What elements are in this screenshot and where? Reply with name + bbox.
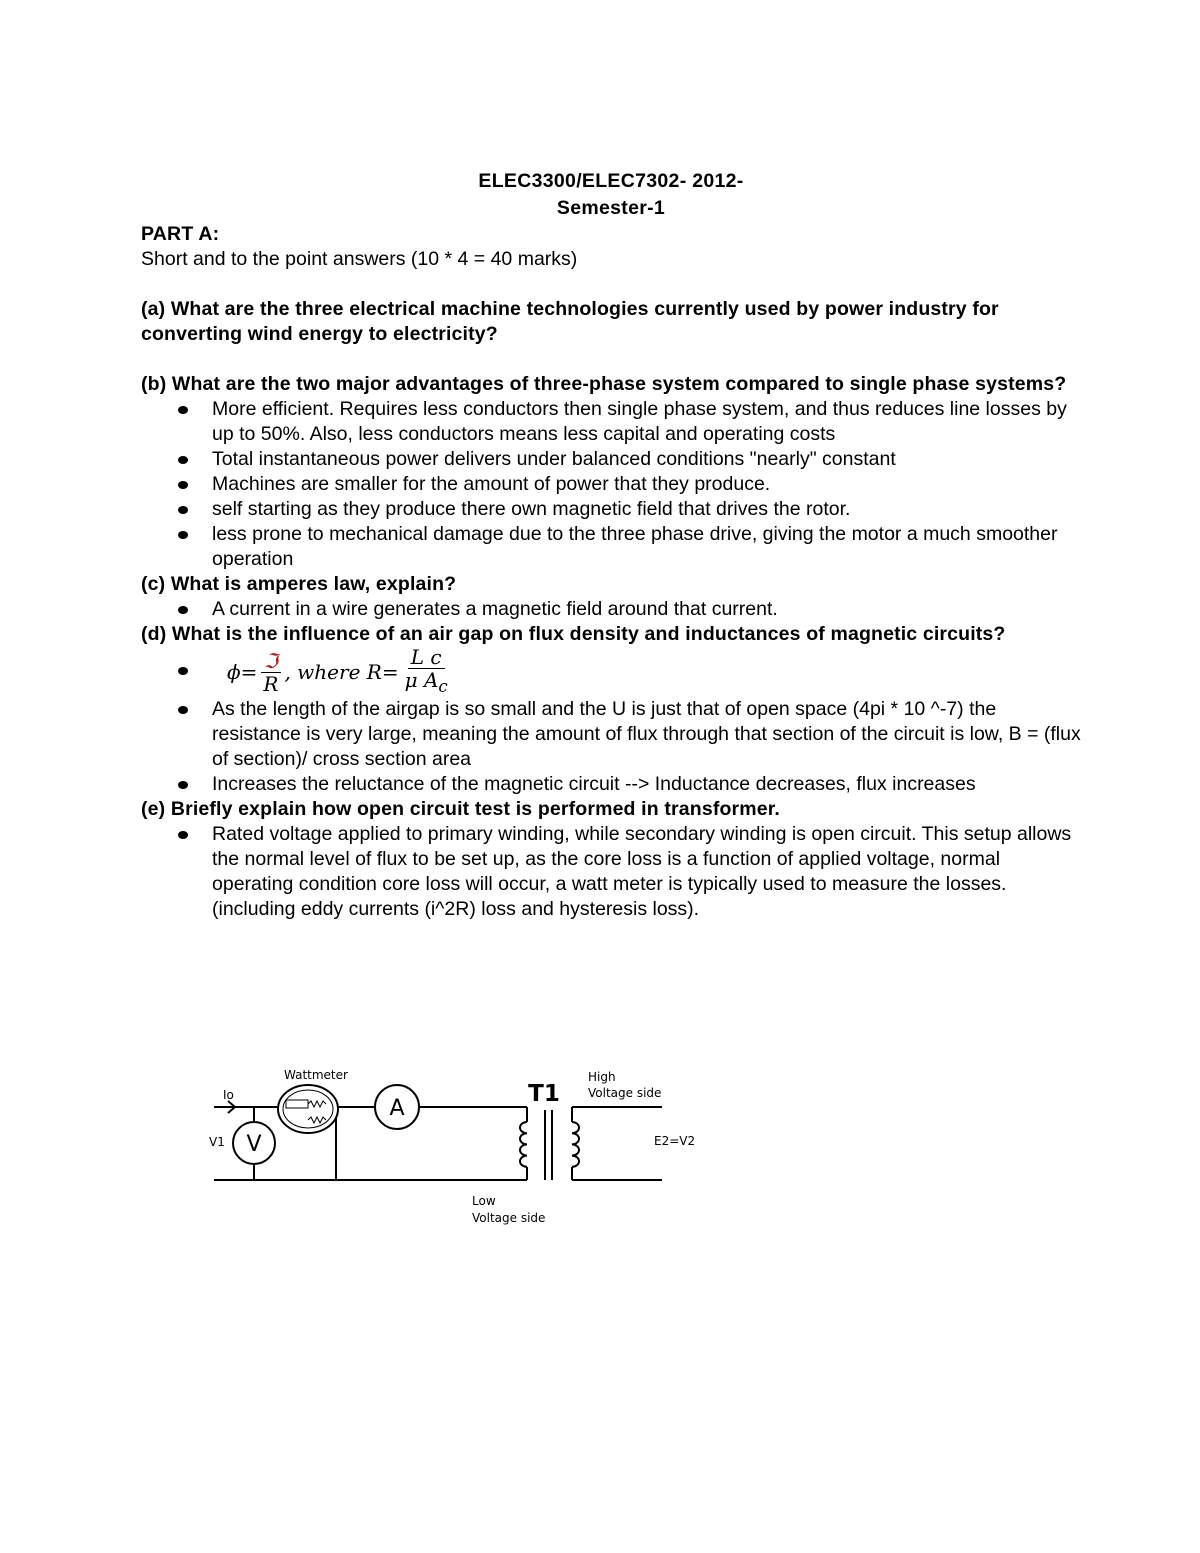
fraction-mmf-over-r: $\frac{\text{ℑ}}{R}$ <box>260 650 281 695</box>
list-item: Machines are smaller for the amount of power that they produce. <box>141 472 1081 497</box>
secondary-coil-icon <box>572 1122 579 1167</box>
voltage-label: V1 <box>209 1135 225 1149</box>
question-e: (e) Briefly explain how open circuit test is performed in transformer. <box>141 798 780 820</box>
question-a: (a) What are the three electrical machine technologies currently used by power industry for converting wind energy to electricity? <box>141 298 999 345</box>
primary-coil-icon <box>520 1122 527 1167</box>
answers-e <box>141 822 1081 922</box>
question-b: (b) What are the two major advantages of three-phase system compared to single phase systems? <box>141 373 1067 395</box>
high-side-label-2: Voltage side <box>588 1086 662 1100</box>
low-side-label-2: Voltage side <box>472 1211 546 1225</box>
formula-item <box>141 647 1081 697</box>
part-heading: PART A: <box>141 223 220 245</box>
bullet-icon <box>178 831 188 839</box>
list-item: less prone to mechanical damage due to the three phase drive, giving the motor a much smoother operation <box>141 522 1081 572</box>
question-d: (d) What is the influence of an air gap on flux density and inductances of magnetic circuits? <box>141 623 1006 645</box>
list-item: Increases the reluctance of the magnetic circuit --> Inductance decreases, flux increases <box>141 772 1081 797</box>
low-side-label-1: Low <box>472 1194 496 1208</box>
flux-formula: ϕ = $\frac{\text{ℑ}}{R}$ , where R = $\frac{\text{L c}}{\mu A_c}$ <box>227 647 454 697</box>
wattmeter-label: Wattmeter <box>284 1068 348 1082</box>
ammeter-symbol: A <box>389 1096 405 1121</box>
current-label: Io <box>223 1088 234 1102</box>
question-c: (c) What is amperes law, explain? <box>141 573 457 595</box>
fraction-reluctance: $\frac{\text{L c}}{\mu A_c}$ <box>404 645 448 696</box>
bullet-icon <box>178 531 188 539</box>
part-instructions: Short and to the point answers (10 * 4 = 40 marks) <box>141 248 578 270</box>
list-item: self starting as they produce there own magnetic field that drives the rotor. <box>141 497 1081 522</box>
voltmeter-symbol: V <box>246 1132 262 1157</box>
list-item: Total instantaneous power delivers under balanced conditions "nearly" constant <box>141 447 1081 472</box>
answers-c <box>141 597 1081 622</box>
bullet-icon <box>178 706 188 714</box>
course-title: ELEC3300/ELEC7302- 2012- <box>478 170 744 192</box>
high-side-label-1: High <box>588 1070 616 1084</box>
list-item: Rated voltage applied to primary winding, while secondary winding is open circuit. This setup allows the normal level of flux to be set up, as the core loss is a function of applied voltage, normal operating condition core loss will occur, a watt meter is typically used to measure the losses. (including eddy currents (i^2R) loss and hysteresis loss). <box>141 822 1081 922</box>
output-voltage-label: E2=V2 <box>654 1134 696 1148</box>
transformer-label: T1 <box>528 1081 560 1107</box>
bullet-icon <box>178 506 188 514</box>
list-item: More efficient. Requires less conductors then single phase system, and thus reduces line losses by up to 50%. Also, less conductors means less capital and operating costs <box>141 397 1081 447</box>
answers-b <box>141 397 1081 572</box>
open-circuit-test-diagram <box>200 1062 700 1232</box>
bullet-icon <box>178 406 188 414</box>
bullet-icon <box>178 456 188 464</box>
semester-title: Semester-1 <box>556 197 666 219</box>
bullet-icon <box>178 481 188 489</box>
bullet-icon <box>178 781 188 789</box>
document-page <box>141 168 1081 922</box>
wattmeter-icon <box>278 1085 338 1133</box>
list-item: A current in a wire generates a magnetic field around that current. <box>141 597 1081 622</box>
bullet-icon <box>178 667 188 675</box>
bullet-icon <box>178 606 188 614</box>
list-item: As the length of the airgap is so small and the U is just that of open space (4pi * 10 ^-7) the resistance is very large, meaning the amount of flux through that section of the circuit is low, B = (flux of section)/ cross section area <box>141 697 1081 772</box>
answers-d <box>141 647 1081 797</box>
